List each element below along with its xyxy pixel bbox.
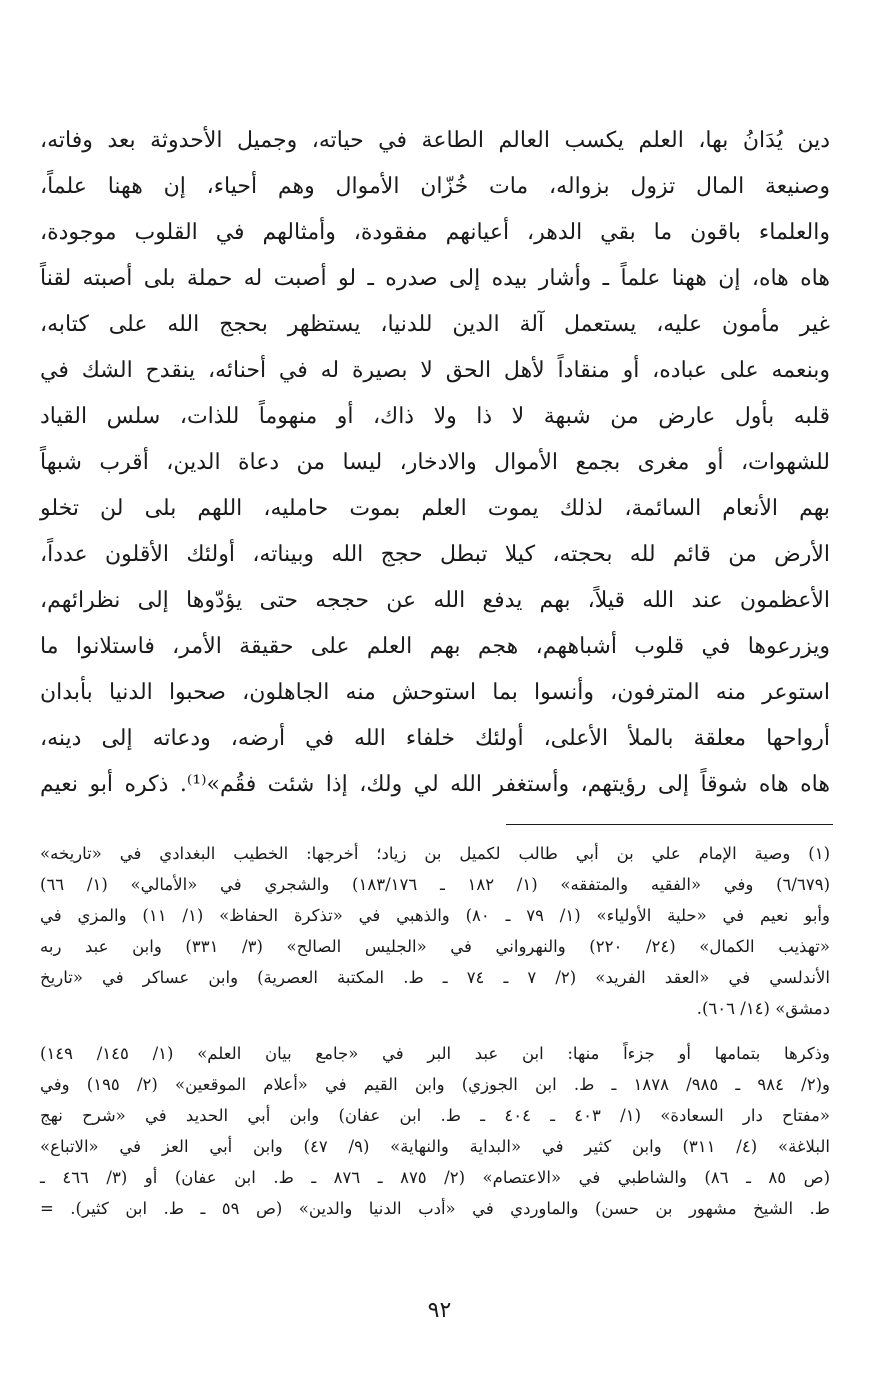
main-text-line: غير مأمون عليه، يستعمل آلة الدين للدنيا، يستظهر بحجج الله على كتابه، (40, 312, 830, 337)
main-text-line: استوعر منه المترفون، وأنسوا بما استوحش منه الجاهلون، صحبوا الدنيا بأبدان (40, 680, 831, 705)
footnote-line: وأبو نعيم في «حلية الأولياء» (١/ ٧٩ ـ ٨٠) والذهبي في «تذكرة الحفاظ» (١/ ١١) والمزي في (40, 906, 830, 925)
main-text-line: هاه هاه، إن ههنا علماً ـ وأشار بيده إلى صدره ـ لو أصبت له حملة بلى أصبته لقناً (40, 266, 830, 291)
footnote-paragraph-1 (40, 838, 830, 1024)
footnote-line: و(٢/ ٩٨٤ ـ ٩٨٥/ ١٨٧٨ ـ ط. ابن الجوزي) وابن القيم في «أعلام الموقعين» (٢/ ١٩٥) وفي (40, 1075, 831, 1094)
main-text-line: أرواحها معلقة بالملأ الأعلى، أولئك خلفاء الله في أرضه، ودعاته إلى دينه، (40, 726, 830, 751)
footnote-separator (506, 824, 833, 825)
main-text-line: هاه هاه شوقاً إلى رؤيتهم، وأستغفر الله لي ولك، إذا شئت فقُم»⁽¹⁾. ذكره أبو نعيم (40, 772, 830, 797)
main-text-line: الأرض من قائم لله بحجته، كيلا تبطل حجج الله وبيناته، أولئك الأقلون عدداً، (40, 542, 830, 567)
footnote-line: ط. الشيخ مشهور بن حسن) والماوردي في «أدب الدنيا والدين» (ص ٥٩ ـ ط. ابن كثير). = (40, 1199, 830, 1218)
main-text-line: للشهوات، أو مغرى بجمع الأموال والادخار، ليسا من دعاة الدين، أقرب شبهاً (40, 450, 830, 475)
main-text-line: دين يُدَانُ بها، العلم يكسب العالم الطاعة في حياته، وجميل الأحدوثة بعد وفاته، (40, 128, 830, 153)
page-number: ٩٢ (427, 1298, 452, 1323)
footnote-line: دمشق» (١٤/ ٦٠٦). (696, 999, 830, 1018)
footnote-line: «مفتاح دار السعادة» (١/ ٤٠٣ ـ ٤٠٤ ـ ط. ابن عفان) وابن أبي الحديد في «شرح نهج (40, 1106, 830, 1125)
main-text-line: قلبه بأول عارض من شبهة لا ذا ولا ذاك، أو منهوماً للذات، سلس القياد (40, 404, 830, 429)
footnote-line: «تهذيب الكمال» (٢٤/ ٢٢٠) والنهرواني في «الجليس الصالح» (٣/ ٣٣١) وابن عبد ربه (40, 937, 830, 956)
main-text-line: والعلماء باقون ما بقي الدهر، أعيانهم مفقودة، وأمثالهم في القلوب موجودة، (40, 220, 830, 245)
footnote-line: (١) وصية الإمام علي بن أبي طالب لكميل بن زياد؛ أخرجها: الخطيب البغدادي في «تاريخه» (40, 844, 830, 863)
main-text-line: وبنعمه على عباده، أو منقاداً لأهل الحق لا بصيرة له في أحنائه، ينقدح الشك في (40, 358, 830, 383)
main-text-line: وصنيعة المال تزول بزواله، مات خُزّان الأموال وهم أحياء، إن ههنا علماً، (40, 174, 830, 199)
footnote-line: البلاغة» (٤/ ٣١١) وابن كثير في «البداية والنهاية» (٩/ ٤٧) وابن أبي العز في «الاتباع» (40, 1137, 830, 1156)
main-text-line: ويزرعوها في قلوب أشباههم، هجم بهم العلم على حقيقة الأمر، فاستلانوا ما (40, 634, 830, 659)
footnote-line: الأندلسي في «العقد الفريد» (٢/ ٧ ـ ٧٤ ـ ط. المكتبة العصرية) وابن عساكر في «تاريخ (40, 968, 831, 987)
footnote-paragraph-2 (40, 1038, 830, 1224)
footnotes-section (40, 838, 830, 1224)
paragraph-gap (40, 1024, 830, 1038)
footnote-line: (ص ٨٥ ـ ٨٦) والشاطبي في «الاعتصام» (٢/ ٨٧٥ ـ ٨٧٦ ـ ط. ابن عفان) أو (٣/ ٤٦٦ ـ (40, 1168, 831, 1187)
main-text-line: الأعظمون عند الله قيلاً، بهم يدفع الله عن حججه حتى يؤدّوها إلى نظرائهم، (40, 588, 830, 613)
footnote-line: وذكرها بتمامها أو جزءاً منها: ابن عبد البر في «جامع بيان العلم» (١/ ١٤٥/ ١٤٩) (40, 1044, 830, 1063)
footnote-line: (٦/٦٧٩) وفي «الفقيه والمتفقه» (١/ ١٨٢ ـ ١٨٣/١٧٦) والشجري في «الأمالي» (١/ ٦٦) (40, 875, 830, 894)
main-text-line: بهم الأنعام السائمة، لذلك يموت العلم بموت حامليه، اللهم بلى لن تخلو (40, 496, 830, 521)
main-body-text (40, 118, 830, 808)
